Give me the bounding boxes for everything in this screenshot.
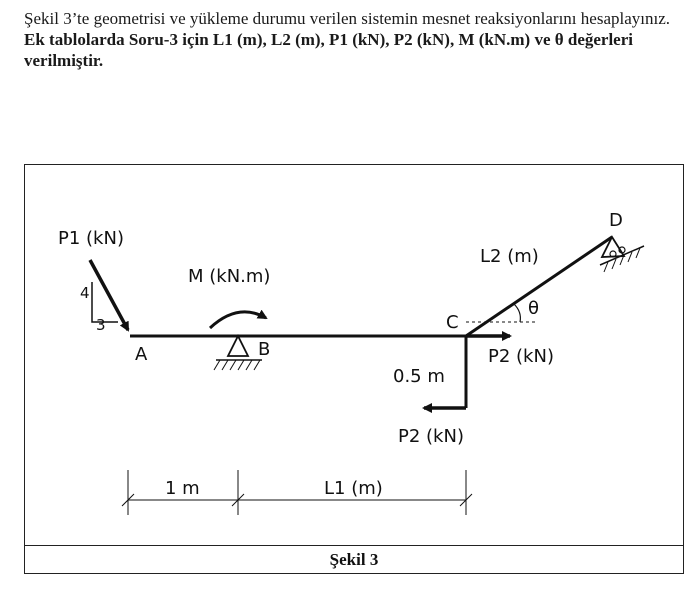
p2-right-label: P2 (kN) xyxy=(488,346,554,367)
figure-caption-text: Şekil 3 xyxy=(329,549,379,569)
dim-label-l1: L1 (m) xyxy=(324,478,383,499)
theta-arc xyxy=(514,304,520,322)
l2-label: L2 (m) xyxy=(480,246,539,267)
moment-label: M (kN.m) xyxy=(188,266,271,287)
problem-data-note: Ek tablolarda Soru-3 için L1 (m), L2 (m), P1 (kN), P2 (kN), M (kN.m) ve θ değerleri verilmiştir. xyxy=(24,30,633,70)
point-label-c: C xyxy=(446,312,459,333)
p1-label: P1 (kN) xyxy=(58,228,124,249)
moment-arrow xyxy=(210,312,266,328)
problem-text: Şekil 3’te geometrisi ve yükleme durumu verilen sistemin mesnet reaksiyonlarını hesaplayınız. xyxy=(24,9,670,28)
dim-label-1m: 1 m xyxy=(165,478,200,499)
theta-label: θ xyxy=(528,298,540,319)
p2-down-label: P2 (kN) xyxy=(398,426,464,447)
pin-support-b xyxy=(214,336,262,370)
point-label-b: B xyxy=(258,339,271,360)
slope-label-4: 4 xyxy=(80,284,90,302)
slope-label-3: 3 xyxy=(96,316,106,334)
point-label-d: D xyxy=(609,210,623,231)
point-label-a: A xyxy=(135,344,148,365)
offset-label: 0.5 m xyxy=(393,366,445,387)
